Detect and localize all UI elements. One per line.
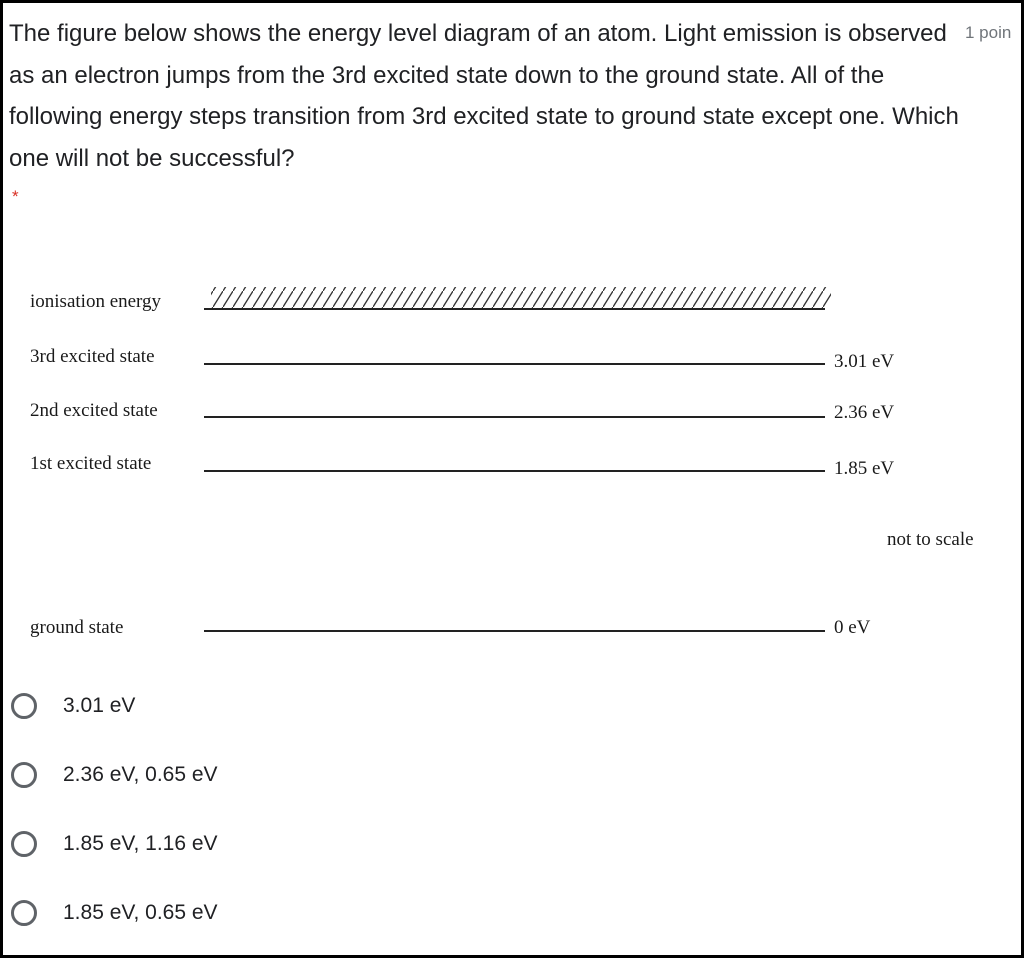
option-1-85-1-16-ev[interactable] xyxy=(11,827,218,861)
radio-button[interactable] xyxy=(11,831,37,857)
level-label-ionisation: ionisation energy xyxy=(30,291,162,312)
option-label: 1.85 eV, 1.16 eV xyxy=(63,832,218,855)
option-1-85-0-65-ev[interactable] xyxy=(11,896,218,930)
ionisation-hatch xyxy=(211,287,831,309)
level-label-2nd-excited: 2nd excited state xyxy=(30,400,158,421)
level-value-1st-excited: 1.85 eV xyxy=(834,458,895,479)
question-card xyxy=(3,3,1021,955)
radio-button[interactable] xyxy=(11,693,37,719)
level-label-1st-excited: 1st excited state xyxy=(30,453,152,474)
option-label: 1.85 eV, 0.65 eV xyxy=(63,901,218,924)
points-label: 1 poin xyxy=(965,23,1012,42)
required-marker: * xyxy=(12,187,19,206)
level-value-2nd-excited: 2.36 eV xyxy=(834,402,895,423)
level-label-ground: ground state xyxy=(30,617,124,638)
level-value-ground: 0 eV xyxy=(834,617,871,638)
level-label-3rd-excited: 3rd excited state xyxy=(30,346,155,367)
energy-level-diagram xyxy=(3,3,1021,683)
option-label: 2.36 eV, 0.65 eV xyxy=(63,763,218,786)
option-2-36-0-65-ev[interactable] xyxy=(11,758,218,792)
option-label: 3.01 eV xyxy=(63,694,136,717)
radio-button[interactable] xyxy=(11,762,37,788)
not-to-scale-note: not to scale xyxy=(887,529,974,550)
level-value-3rd-excited: 3.01 eV xyxy=(834,351,895,372)
option-3-01-ev[interactable] xyxy=(11,689,135,723)
question-text: The figure below shows the energy level diagram of an atom. Light emission is observed as an electron jumps from the 3rd excited state down to the ground state. All of the following energy steps transition from 3rd excited state to ground state except one. Which one will not be successful? xyxy=(9,20,959,172)
radio-button[interactable] xyxy=(11,900,37,926)
